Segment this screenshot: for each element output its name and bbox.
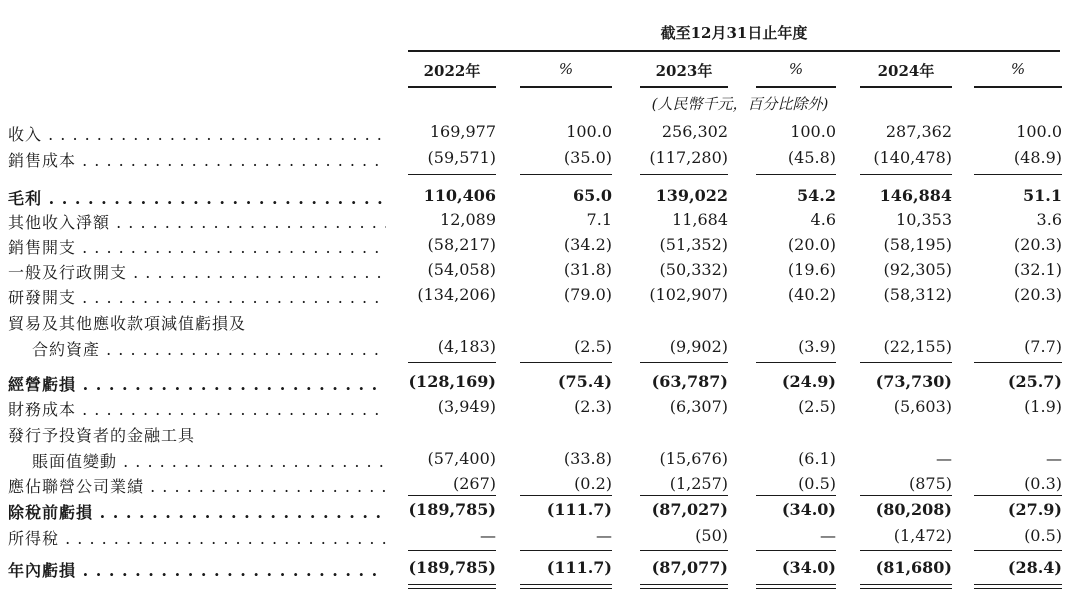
cell: (189,785) — [408, 500, 496, 519]
cell: (22,155) — [883, 337, 952, 356]
cell: 65.0 — [573, 186, 612, 205]
cell: (1.9) — [1024, 397, 1062, 416]
cell: 146,884 — [879, 186, 952, 205]
cell: (40.2) — [787, 285, 836, 304]
total-double-rule — [520, 584, 612, 585]
row-label-impairment-cont: 合約資產 . . . — [32, 337, 386, 360]
cell: 110,406 — [423, 186, 496, 205]
cell: (92,305) — [883, 260, 952, 279]
subtotal-rule — [640, 495, 728, 496]
cell: (2.3) — [574, 397, 612, 416]
subtotal-rule — [860, 362, 952, 363]
cell: — — [936, 449, 952, 468]
row-label-income-tax: 所得稅 . . . — [8, 526, 386, 549]
cell: (45.8) — [787, 148, 836, 167]
cell: (31.8) — [563, 260, 612, 279]
subtotal-rule — [640, 362, 728, 363]
cell: (34.0) — [781, 500, 836, 519]
units-note: (人民幣千元，百分比除外) — [651, 95, 829, 113]
cell: (3.9) — [798, 337, 836, 356]
subtotal-rule — [756, 174, 836, 175]
column-underline — [756, 86, 836, 88]
cell: (0.3) — [1024, 474, 1062, 493]
cell: (4,183) — [437, 337, 496, 356]
column-underline — [520, 86, 612, 88]
row-label-selling-expenses: 銷售開支 . . . — [8, 235, 386, 258]
cell: — — [480, 526, 496, 545]
cell: (34.0) — [781, 558, 836, 577]
subtotal-rule — [974, 362, 1062, 363]
cell: (32.1) — [1013, 260, 1062, 279]
total-double-rule — [640, 584, 728, 585]
cell: (63,787) — [651, 372, 728, 391]
cell: (6,307) — [669, 397, 728, 416]
cell: 7.1 — [586, 210, 612, 229]
total-double-rule — [408, 584, 496, 585]
column-underline — [974, 86, 1062, 88]
cell: (0.2) — [574, 474, 612, 493]
total-double-rule — [520, 588, 612, 589]
subtotal-rule — [756, 362, 836, 363]
total-double-rule — [860, 584, 952, 585]
row-label-loss-before-tax: 除稅前虧損 . . . — [8, 500, 386, 523]
period-header: 截至12月31日止年度 — [660, 24, 808, 42]
cell: (102,907) — [649, 285, 728, 304]
cell: (2.5) — [574, 337, 612, 356]
total-double-rule — [974, 588, 1062, 589]
cell: (20.3) — [1013, 235, 1062, 254]
column-header-pct-2022: % — [558, 60, 574, 78]
column-header-pct-2024: % — [1010, 60, 1026, 78]
row-label-share-of-associates: 應佔聯營公司業績 . . . — [8, 474, 386, 497]
row-label-admin-expenses: 一般及行政開支 . . . — [8, 260, 386, 283]
cell: (189,785) — [408, 558, 496, 577]
cell: (75.4) — [557, 372, 612, 391]
cell: (59,571) — [427, 148, 496, 167]
column-underline — [408, 86, 496, 88]
subtotal-rule — [520, 174, 612, 175]
cell: — — [820, 526, 836, 545]
row-label-financial-instruments-cont: 賬面值變動 . . . — [32, 449, 386, 472]
cell: (267) — [452, 474, 496, 493]
total-double-rule — [640, 588, 728, 589]
cell: (6.1) — [798, 449, 836, 468]
row-label-cost-of-sales: 銷售成本 . . . — [8, 148, 386, 171]
cell: (15,676) — [659, 449, 728, 468]
column-underline — [640, 86, 728, 88]
cell: (58,195) — [883, 235, 952, 254]
subtotal-rule — [974, 550, 1062, 551]
row-label-finance-costs: 財務成本 . . . — [8, 397, 386, 420]
row-label-rnd-expenses: 研發開支 . . . — [8, 285, 386, 308]
cell: (35.0) — [563, 148, 612, 167]
cell: (73,730) — [875, 372, 952, 391]
subtotal-rule — [756, 550, 836, 551]
subtotal-rule — [408, 550, 496, 551]
cell: (34.2) — [563, 235, 612, 254]
cell: (20.0) — [787, 235, 836, 254]
cell: 169,977 — [429, 122, 496, 141]
cell: (5,603) — [893, 397, 952, 416]
cell: (58,312) — [883, 285, 952, 304]
cell: 10,353 — [896, 210, 952, 229]
cell: 3.6 — [1036, 210, 1062, 229]
subtotal-rule — [408, 362, 496, 363]
cell: 100.0 — [566, 122, 612, 141]
cell: (20.3) — [1013, 285, 1062, 304]
cell: 287,362 — [885, 122, 952, 141]
row-label-loss-for-year: 年內虧損 . . . — [8, 558, 386, 581]
cell: 100.0 — [1016, 122, 1062, 141]
subtotal-rule — [408, 174, 496, 175]
cell: (50,332) — [659, 260, 728, 279]
cell: 51.1 — [1023, 186, 1062, 205]
column-underline — [860, 86, 952, 88]
subtotal-rule — [640, 174, 728, 175]
cell: (128,169) — [408, 372, 496, 391]
cell: (33.8) — [563, 449, 612, 468]
cell: (79.0) — [563, 285, 612, 304]
total-double-rule — [756, 584, 836, 585]
cell: (28.4) — [1007, 558, 1062, 577]
row-label-impairment: 貿易及其他應收款項減值虧損及 — [8, 314, 247, 333]
cell: (0.5) — [1024, 526, 1062, 545]
cell: (57,400) — [427, 449, 496, 468]
total-double-rule — [974, 584, 1062, 585]
cell: 11,684 — [672, 210, 728, 229]
cell: (7.7) — [1024, 337, 1062, 356]
cell: (27.9) — [1007, 500, 1062, 519]
row-label-financial-instruments: 發行予投資者的金融工具 — [8, 426, 196, 445]
row-label-operating-loss: 經營虧損 . . . — [8, 372, 386, 395]
column-header-pct-2023: % — [788, 60, 804, 78]
subtotal-rule — [974, 495, 1062, 496]
cell: 256,302 — [661, 122, 728, 141]
row-label-revenue: 收入 . . . — [8, 122, 386, 145]
cell: — — [596, 526, 612, 545]
cell: 12,089 — [440, 210, 496, 229]
cell: 54.2 — [797, 186, 836, 205]
cell: (48.9) — [1013, 148, 1062, 167]
cell: (50) — [695, 526, 728, 545]
cell: (9,902) — [669, 337, 728, 356]
cell: (111.7) — [546, 500, 612, 519]
cell: (80,208) — [875, 500, 952, 519]
cell: (140,478) — [873, 148, 952, 167]
column-header-2022: 2022年 — [423, 62, 481, 80]
cell: (58,217) — [427, 235, 496, 254]
total-double-rule — [860, 588, 952, 589]
subtotal-rule — [860, 550, 952, 551]
cell: (3,949) — [437, 397, 496, 416]
subtotal-rule — [860, 174, 952, 175]
total-double-rule — [408, 588, 496, 589]
cell: (87,027) — [651, 500, 728, 519]
row-label-gross-profit: 毛利 . . . — [8, 186, 386, 209]
cell: (54,058) — [427, 260, 496, 279]
header-rule — [408, 50, 1060, 52]
subtotal-rule — [756, 495, 836, 496]
cell: (25.7) — [1007, 372, 1062, 391]
cell: 139,022 — [655, 186, 728, 205]
cell: 4.6 — [810, 210, 836, 229]
row-label-other-income: 其他收入淨額 . . . — [8, 210, 386, 233]
cell: (87,077) — [651, 558, 728, 577]
cell: — — [1046, 449, 1062, 468]
cell: (1,257) — [669, 474, 728, 493]
total-double-rule — [756, 588, 836, 589]
subtotal-rule — [520, 362, 612, 363]
cell: (111.7) — [546, 558, 612, 577]
subtotal-rule — [520, 495, 612, 496]
column-header-2023: 2023年 — [655, 62, 713, 80]
column-header-2024: 2024年 — [877, 62, 935, 80]
cell: (134,206) — [417, 285, 496, 304]
cell: (117,280) — [649, 148, 728, 167]
subtotal-rule — [520, 550, 612, 551]
cell: (875) — [908, 474, 952, 493]
cell: (19.6) — [787, 260, 836, 279]
cell: (51,352) — [659, 235, 728, 254]
cell: (0.5) — [798, 474, 836, 493]
cell: (81,680) — [875, 558, 952, 577]
cell: (1,472) — [893, 526, 952, 545]
subtotal-rule — [860, 495, 952, 496]
subtotal-rule — [974, 174, 1062, 175]
cell: (24.9) — [781, 372, 836, 391]
subtotal-rule — [640, 550, 728, 551]
subtotal-rule — [408, 495, 496, 496]
cell: 100.0 — [790, 122, 836, 141]
cell: (2.5) — [798, 397, 836, 416]
